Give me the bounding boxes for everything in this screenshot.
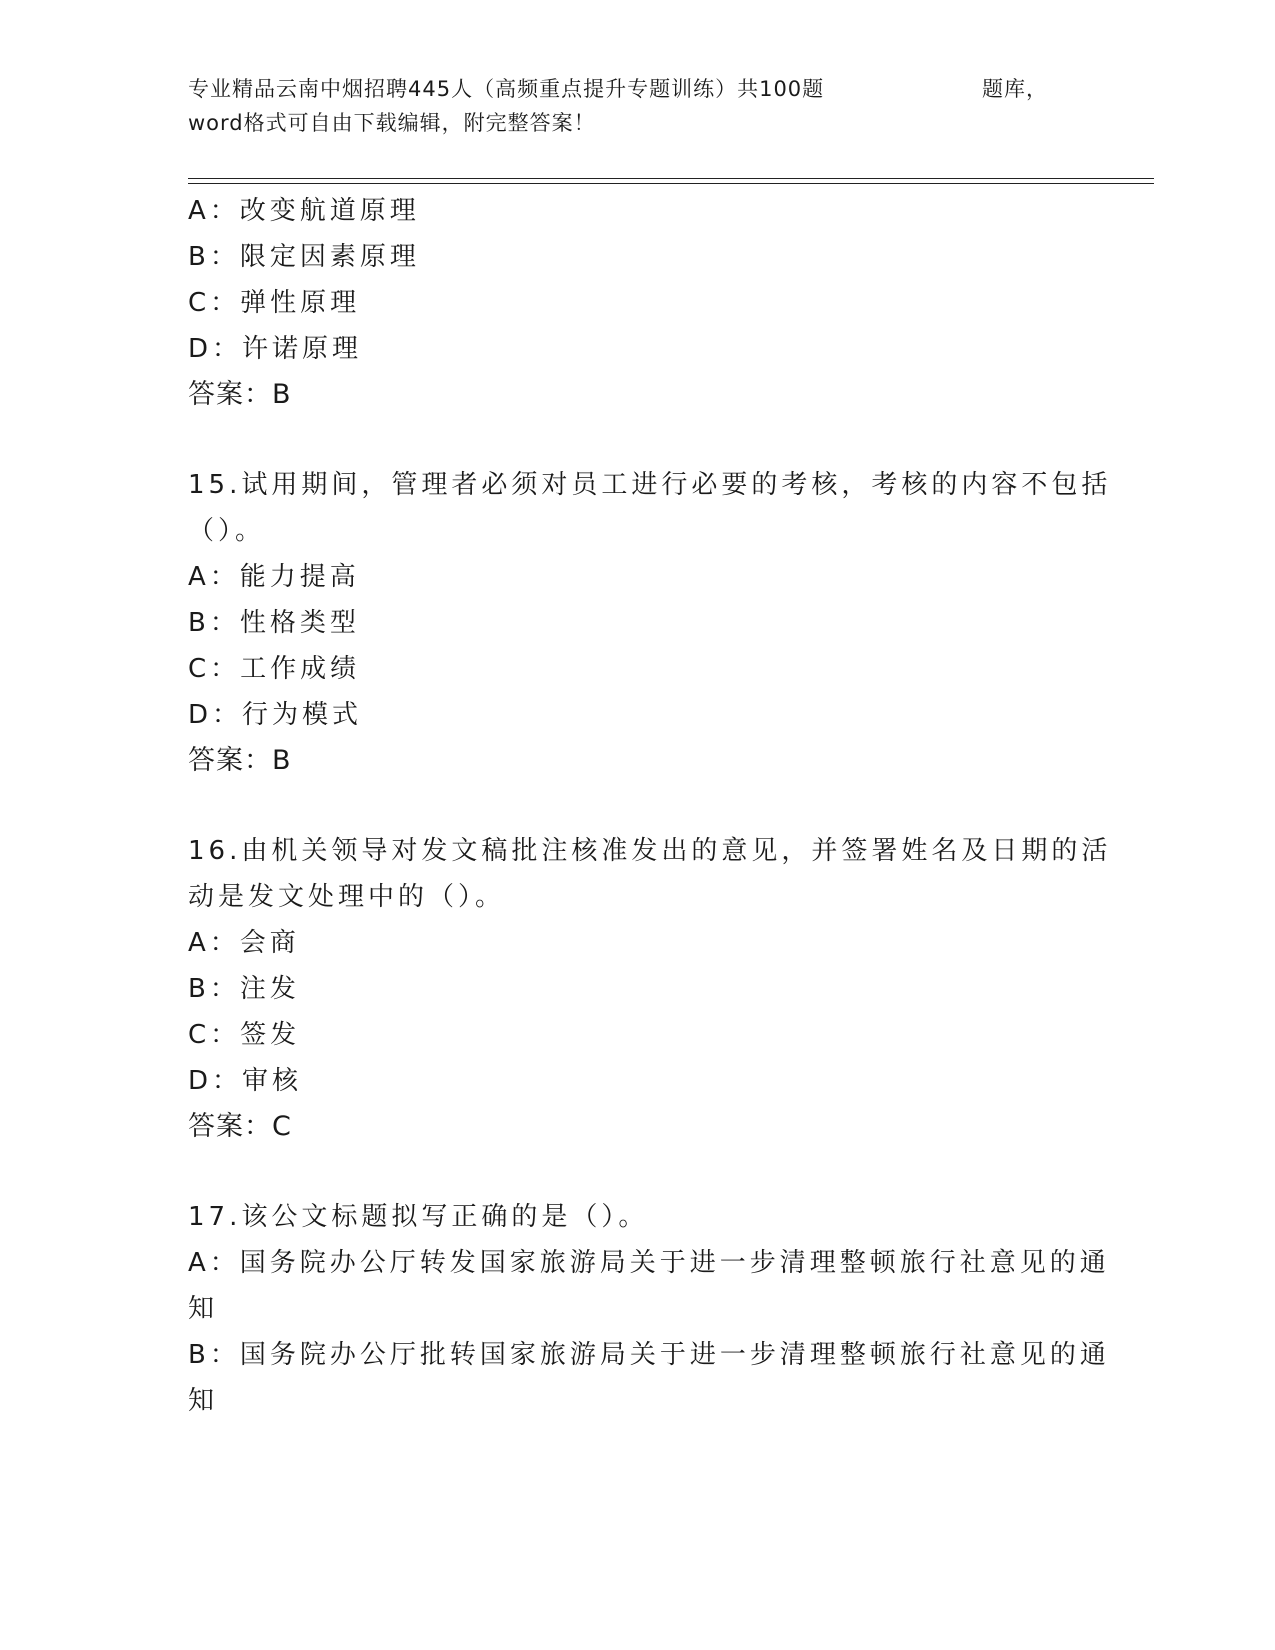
question-block — [188, 828, 1112, 1150]
option-c: C：工作成绩 — [188, 654, 361, 684]
option-d: D：许诺原理 — [188, 334, 363, 364]
option-a: A：国务院办公厅转发国家旅游局关于进一步清理整顿旅行社意见的通 — [188, 1248, 1110, 1278]
page-header — [188, 72, 1068, 140]
question-block — [188, 1194, 1110, 1424]
option-a: A：能力提高 — [188, 562, 360, 592]
option-b: B：性格类型 — [188, 608, 360, 638]
question-stem-continued: 动是发文处理中的（）。 — [188, 882, 506, 912]
question-stem-continued: （）。 — [188, 516, 266, 546]
header-title: 专业精品云南中烟招聘445人（高频重点提升专题训练）共100题 — [188, 77, 825, 101]
header-divider-bottom — [188, 183, 1154, 184]
option-d: D：行为模式 — [188, 700, 363, 730]
answer-key: 答案：B — [188, 379, 292, 410]
option-b-continued: 知 — [188, 1386, 219, 1416]
option-c: C：签发 — [188, 1020, 301, 1050]
header-title-suffix: 题库， — [982, 77, 1048, 101]
question-stem: 15.试用期间，管理者必须对员工进行必要的考核，考核的内容不包括 — [188, 470, 1112, 500]
option-d: D：审核 — [188, 1066, 303, 1096]
option-a: A：会商 — [188, 928, 300, 958]
question-list — [188, 188, 1112, 1424]
header-line-1 — [188, 72, 1048, 106]
question-stem: 17.该公文标题拟写正确的是（）。 — [188, 1202, 649, 1232]
header-line-2: word格式可自由下载编辑，附完整答案！ — [188, 111, 596, 135]
header-divider-top — [188, 178, 1154, 179]
question-block — [188, 462, 1112, 784]
question-stem: 16.由机关领导对发文稿批注核准发出的意见，并签署姓名及日期的活 — [188, 836, 1112, 866]
option-b: B：限定因素原理 — [188, 242, 420, 272]
answer-key: 答案：C — [188, 1111, 292, 1142]
option-a: A：改变航道原理 — [188, 196, 420, 226]
option-b: B：注发 — [188, 974, 300, 1004]
option-a-continued: 知 — [188, 1294, 219, 1324]
option-b: B：国务院办公厅批转国家旅游局关于进一步清理整顿旅行社意见的通 — [188, 1340, 1110, 1370]
question-block — [188, 188, 1088, 418]
answer-key: 答案：B — [188, 745, 292, 776]
option-c: C：弹性原理 — [188, 288, 361, 318]
